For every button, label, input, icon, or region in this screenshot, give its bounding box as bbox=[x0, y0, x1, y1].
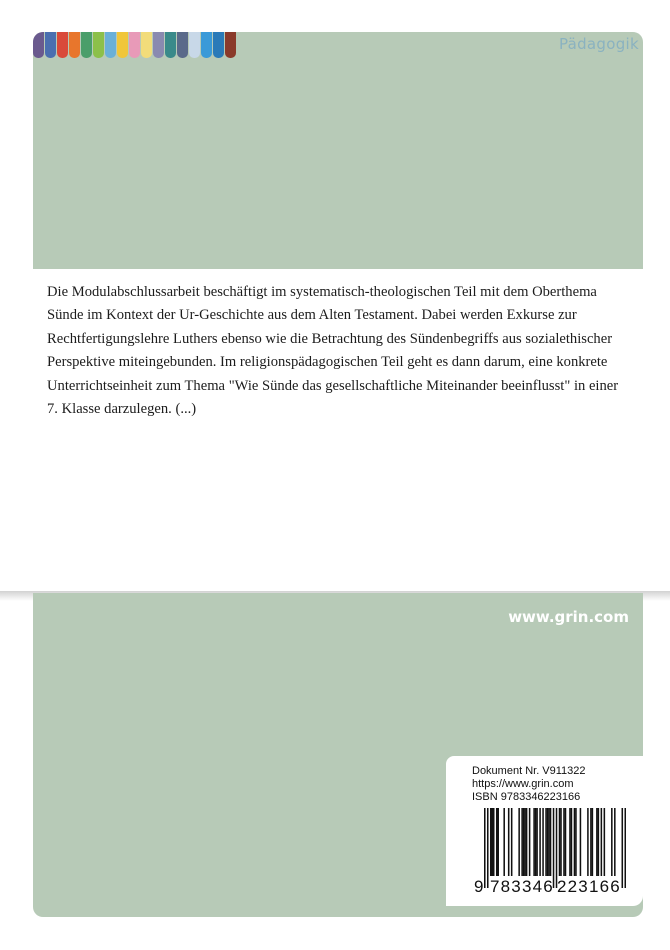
barcode-bar bbox=[550, 808, 552, 876]
barcode-bar bbox=[521, 808, 523, 876]
publisher-url: www.grin.com bbox=[508, 608, 629, 626]
category-label: Pädagogik bbox=[558, 35, 639, 53]
publisher-link: https://www.grin.com bbox=[472, 778, 574, 790]
barcode-bar bbox=[536, 808, 538, 876]
top-color-panel bbox=[33, 32, 643, 269]
barcode-bar bbox=[490, 808, 492, 876]
color-stripe bbox=[213, 32, 224, 58]
barcode-bar bbox=[587, 808, 589, 876]
back-cover bbox=[33, 32, 643, 917]
document-number: Dokument Nr. V911322 bbox=[472, 765, 586, 777]
barcode-bar bbox=[491, 808, 493, 876]
barcode-bar bbox=[524, 808, 526, 876]
barcode-bar bbox=[563, 808, 565, 876]
barcode-bar bbox=[511, 808, 513, 876]
barcode-bar bbox=[614, 808, 616, 876]
barcode-digit-lead: 9 bbox=[474, 877, 484, 896]
barcode-bar bbox=[611, 808, 613, 876]
color-stripe bbox=[57, 32, 68, 58]
barcode-bar bbox=[484, 808, 486, 888]
barcode-bar bbox=[574, 808, 576, 876]
color-stripe bbox=[81, 32, 92, 58]
barcode-bar bbox=[625, 808, 626, 888]
barcode-bar bbox=[580, 808, 582, 876]
barcode-bar bbox=[622, 808, 624, 888]
barcode-bar bbox=[559, 808, 561, 876]
barcode-bar bbox=[569, 808, 571, 876]
barcode-bar bbox=[553, 808, 555, 888]
barcode-bar bbox=[542, 808, 544, 876]
barcode-bar bbox=[508, 808, 510, 876]
barcode-bar bbox=[575, 808, 577, 876]
color-stripe bbox=[105, 32, 116, 58]
color-stripe bbox=[177, 32, 188, 58]
color-stripe bbox=[117, 32, 128, 58]
color-stripe bbox=[153, 32, 164, 58]
color-stripe bbox=[141, 32, 152, 58]
barcode-bar bbox=[518, 808, 520, 876]
color-stripe bbox=[189, 32, 200, 58]
color-stripe bbox=[129, 32, 140, 58]
barcode-digits-left: 783346 bbox=[490, 877, 554, 896]
barcode-bar bbox=[526, 808, 528, 876]
barcode-bar bbox=[496, 808, 498, 876]
barcode-bar bbox=[523, 808, 525, 876]
barcode-bar bbox=[556, 808, 558, 888]
color-stripe bbox=[93, 32, 104, 58]
barcode-bar bbox=[565, 808, 567, 876]
barcode-bar bbox=[533, 808, 535, 876]
color-stripe bbox=[69, 32, 80, 58]
barcode-bar bbox=[547, 808, 549, 876]
barcode-bar bbox=[535, 808, 537, 876]
color-stripe bbox=[201, 32, 212, 58]
barcode-bar bbox=[487, 808, 489, 888]
isbn-number: ISBN 9783346223166 bbox=[472, 791, 581, 803]
barcode-bar bbox=[493, 808, 495, 876]
color-stripe bbox=[225, 32, 236, 58]
barcode-bar bbox=[571, 808, 573, 876]
barcode-bar bbox=[601, 808, 603, 876]
barcode-bar bbox=[545, 808, 547, 876]
color-stripe bbox=[45, 32, 56, 58]
blurb-panel bbox=[33, 269, 643, 591]
barcode-bar bbox=[590, 808, 592, 876]
barcode-bar bbox=[596, 808, 598, 876]
isbn-box bbox=[446, 756, 643, 906]
barcode-bar bbox=[592, 808, 594, 876]
color-stripes-logo bbox=[33, 32, 237, 58]
color-stripe bbox=[33, 32, 44, 58]
barcode-bar bbox=[560, 808, 562, 876]
barcode-digits-right: 223166 bbox=[557, 877, 621, 896]
barcode-bar bbox=[497, 808, 499, 876]
bottom-color-panel bbox=[33, 593, 643, 917]
color-stripe bbox=[165, 32, 176, 58]
barcode-bar bbox=[503, 808, 505, 876]
blurb-text: Die Modulabschlussarbeit beschäftigt im systematisch-theologischen Teil mit dem Oberthema Sünde im Kontext der Ur-Geschichte aus dem Alten Testament. Dabei werden Exkurse zur Rechtfertigungslehre Luthers ebenso wie die Betrachtung des Sündenbegriffs aus sozialethischer Perspektive miteingebunden. Im religionspädagogischen Teil geht es dann darum, eine konkrete Unterrichtseinheit zum Thema "Wie Sünde das gesellschaftliche Miteinander beeinflusst" in einer 7. Klasse darzulegen. (...) bbox=[47, 284, 619, 418]
barcode-bar bbox=[529, 808, 531, 876]
barcode-bar bbox=[604, 808, 606, 876]
barcode bbox=[474, 808, 626, 896]
barcode-bar bbox=[539, 808, 541, 876]
barcode-bar bbox=[598, 808, 600, 876]
barcode-bar bbox=[548, 808, 550, 876]
